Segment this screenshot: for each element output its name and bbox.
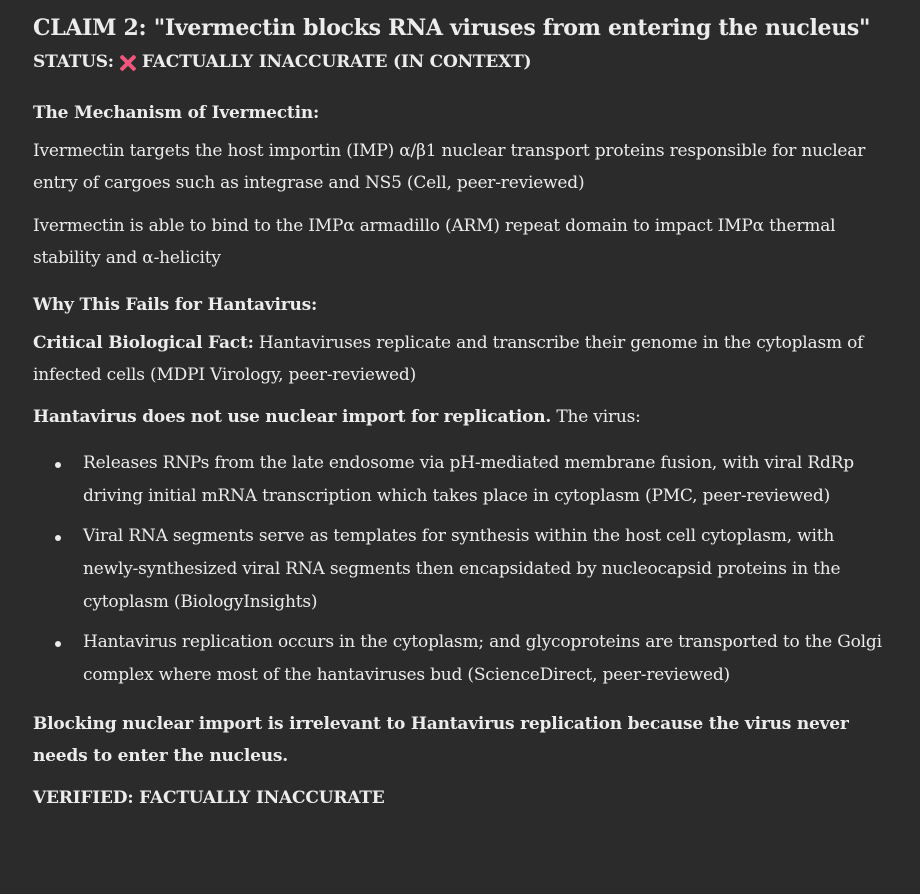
critical-fact-label: Critical Biological Fact: bbox=[33, 333, 254, 353]
list-item: Hantavirus replication occurs in the cytoplasm; and glycoproteins are transported to the Golgi complex where most of the hantaviruses bud (ScienceDirect, peer-reviewed) bbox=[33, 626, 893, 692]
verdict-line: VERIFIED: FACTUALLY INACCURATE bbox=[33, 788, 385, 808]
status-label: STATUS: bbox=[33, 52, 114, 72]
critical-fact-text: Hantaviruses replicate and transcribe their genome in the cytoplasm of infected cells (MDPI Virology, peer-reviewed) bbox=[33, 333, 864, 385]
mechanism-paragraph: Ivermectin targets the host importin (IMP) α/β1 nuclear transport proteins responsible for nuclear entry of cargoes such as integrase and NS5 (Cell, peer-reviewed) bbox=[33, 141, 866, 193]
hantavirus-heading: Why This Fails for Hantavirus: bbox=[33, 295, 318, 315]
nuclear-import-text: The virus: bbox=[551, 407, 641, 427]
status-value: FACTUALLY INACCURATE (IN CONTEXT) bbox=[141, 52, 532, 72]
nuclear-import-bold: Hantavirus does not use nuclear import for replication. bbox=[33, 407, 552, 427]
claim-title: CLAIM 2: "Ivermectin blocks RNA viruses from entering the nucleus" bbox=[33, 15, 871, 41]
mechanism-heading: The Mechanism of Ivermectin: bbox=[33, 103, 320, 123]
mechanism-paragraph: Ivermectin is able to bind to the IMPα armadillo (ARM) repeat domain to impact IMPα thermal stability and α-helicity bbox=[33, 216, 836, 268]
cross-mark-icon bbox=[119, 54, 136, 71]
nuclear-import-paragraph bbox=[33, 401, 893, 433]
conclusion-paragraph: Blocking nuclear import is irrelevant to Hantavirus replication because the virus never needs to enter the nucleus. bbox=[33, 714, 849, 766]
fact-check-document bbox=[33, 12, 893, 814]
status-line bbox=[33, 49, 893, 75]
replication-bullet-list bbox=[33, 447, 893, 692]
list-item: Releases RNPs from the late endosome via pH-mediated membrane fusion, with viral RdRp driving initial mRNA transcription which takes place in cytoplasm (PMC, peer-reviewed) bbox=[33, 447, 893, 513]
list-item: Viral RNA segments serve as templates for synthesis within the host cell cytoplasm, with newly-synthesized viral RNA segments then encapsidated by nucleocapsid proteins in the cytoplasm (BiologyInsights) bbox=[33, 520, 893, 619]
critical-fact-paragraph bbox=[33, 327, 893, 391]
